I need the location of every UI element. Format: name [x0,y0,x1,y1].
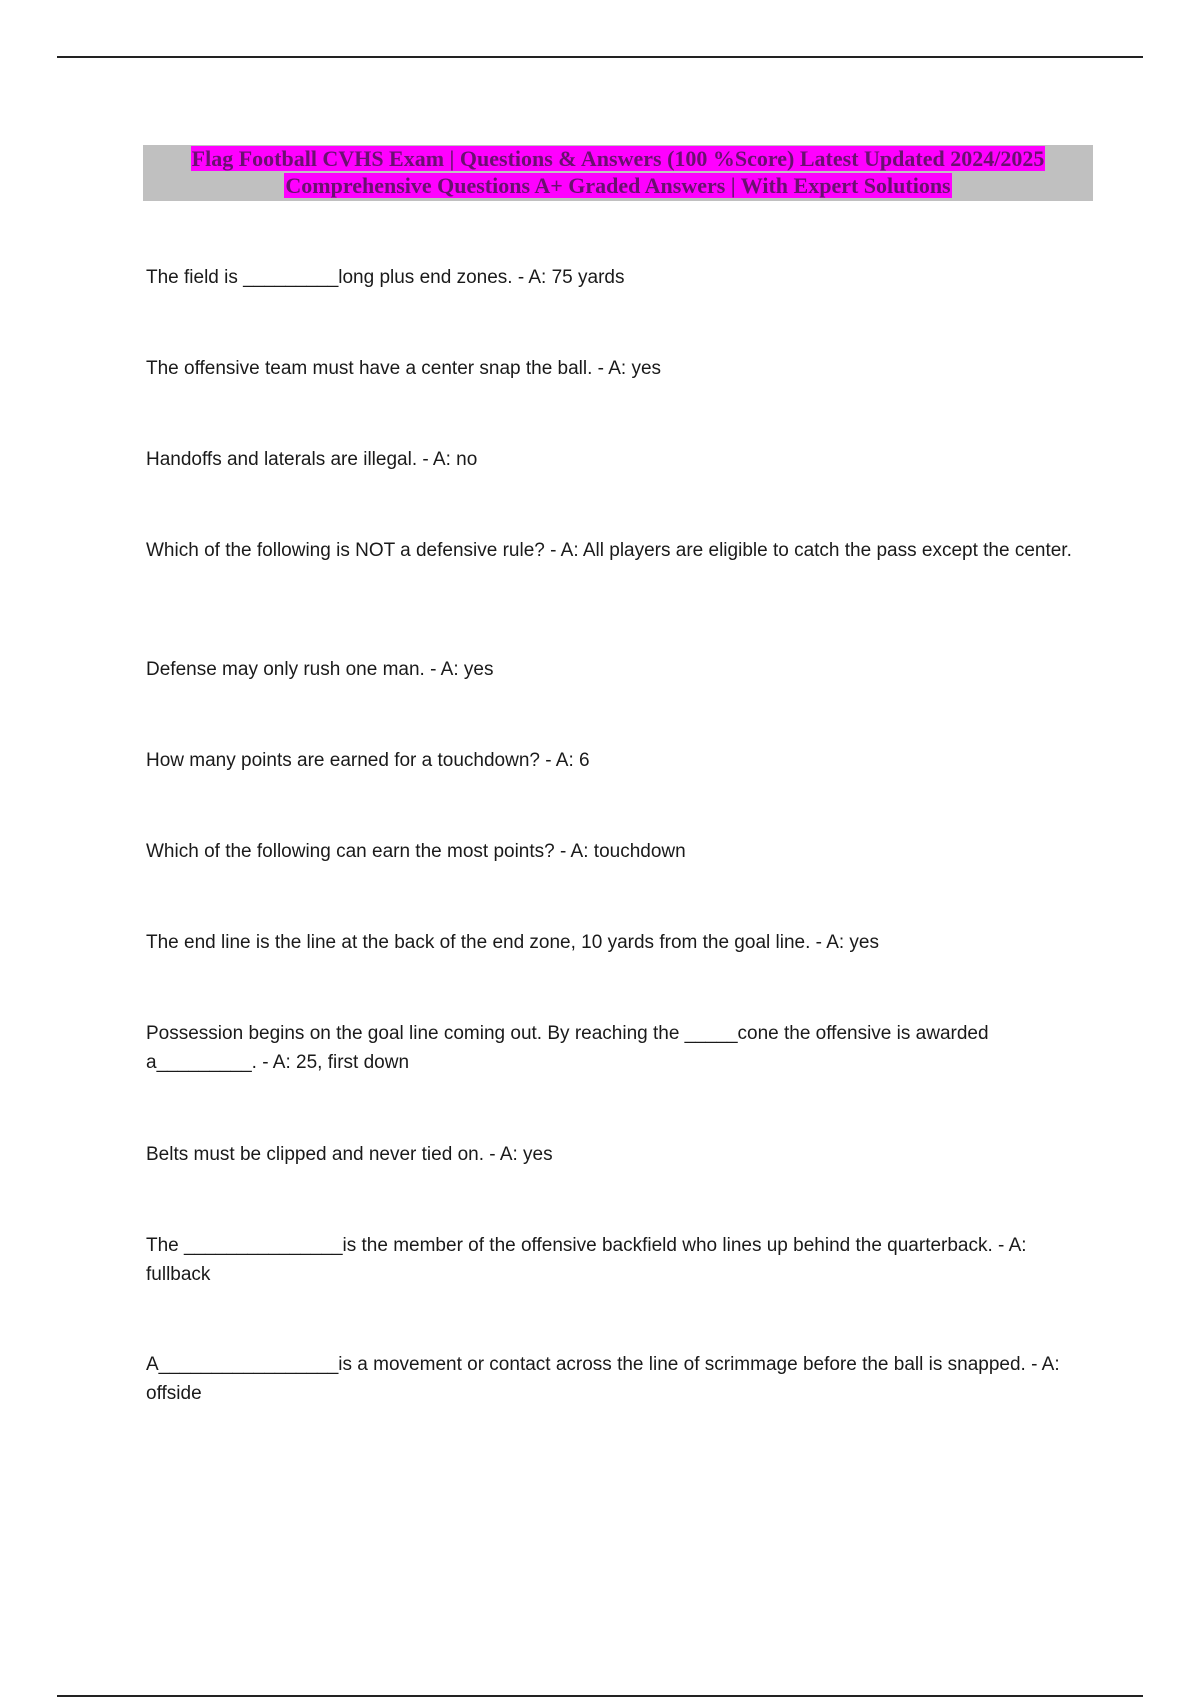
qa-item-11: The _______________is the member of the offensive backfield who lines up behind the quarterback. - A: fullback [146,1235,1032,1285]
title-line-2 [143,172,1093,199]
qa-item-6: How many points are earned for a touchdown? - A: 6 [146,750,590,771]
qa-item-5: Defense may only rush one man. - A: yes [146,659,494,680]
qa-item-1: The field is _________long plus end zones. - A: 75 yards [146,267,625,288]
title-line-1-text: Flag Football CVHS Exam | Questions & Answers (100 %Score) Latest Updated 2024/2025 [191,146,1045,171]
qa-item-4: Which of the following is NOT a defensive rule? - A: All players are eligible to catch the pass except the center. [146,540,1072,561]
qa-item-8: The end line is the line at the back of the end zone, 10 yards from the goal line. - A: yes [146,932,879,953]
qa-item-10: Belts must be clipped and never tied on. - A: yes [146,1144,553,1165]
document-title [143,145,1093,201]
header-rule [57,56,1143,58]
qa-item-7: Which of the following can earn the most points? - A: touchdown [146,841,686,862]
qa-item-9: Possession begins on the goal line coming out. By reaching the _____cone the offensive is awarded a_________. - A: 25, first down [146,1023,994,1073]
qa-item-2: The offensive team must have a center snap the ball. - A: yes [146,358,662,379]
qa-list [146,263,1086,1410]
footer-rule [57,1695,1143,1697]
title-line-1 [143,145,1093,172]
qa-item-12: A_________________is a movement or contact across the line of scrimmage before the ball is snapped. - A: offside [146,1354,1065,1404]
qa-item-3: Handoffs and laterals are illegal. - A: no [146,449,478,470]
title-line-2-text: Comprehensive Questions A+ Graded Answers | With Expert Solutions [285,173,951,198]
